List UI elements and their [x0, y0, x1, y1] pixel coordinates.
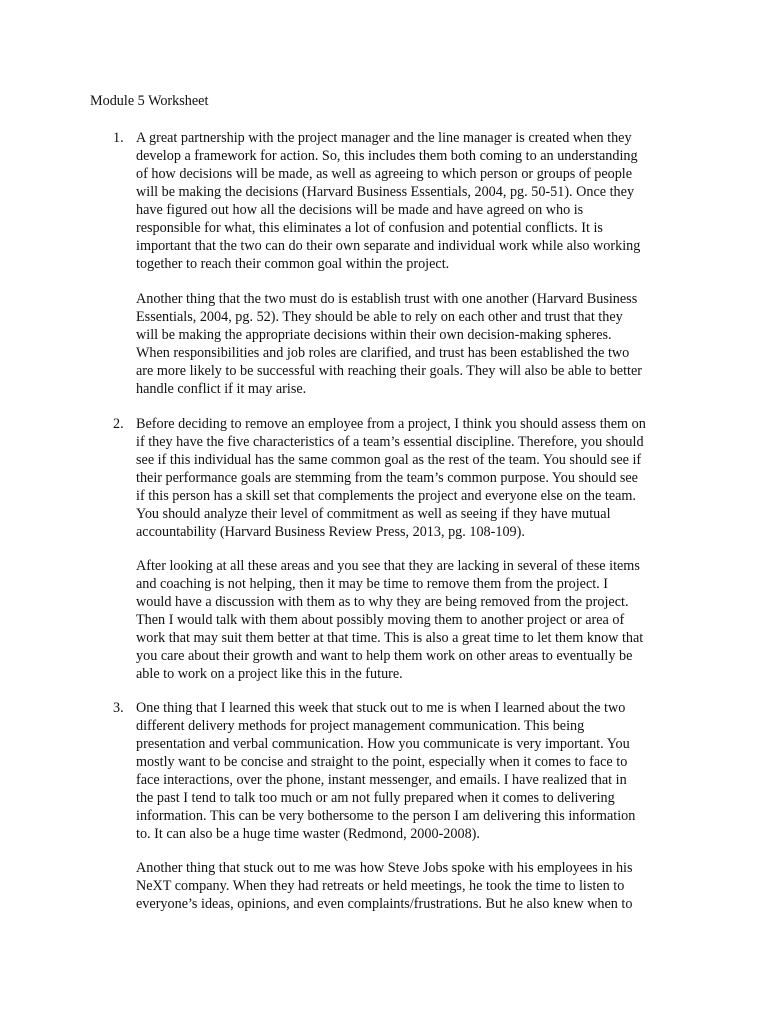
- item-number: 2.: [113, 416, 124, 432]
- text-line: will be making the decisions (Harvard Business Essentials, 2004, pg. 50-51). Once they: [136, 184, 635, 200]
- text-line: Then I would talk with them about possibly moving them to another project or area of: [136, 612, 625, 628]
- text-line: see if this individual has the same common goal as the rest of the team. You should see if: [136, 452, 642, 468]
- text-line: Another thing that stuck out to me was how Steve Jobs spoke with his employees in his: [136, 860, 633, 876]
- text-line: together to reach their common goal within the project.: [136, 256, 450, 272]
- text-line: face interactions, over the phone, instant messenger, and emails. I have realized that in: [136, 772, 627, 788]
- text-line: important that the two can do their own separate and individual work while also working: [136, 238, 641, 254]
- text-line: presentation and verbal communication. How you communicate is very important. You: [136, 736, 630, 752]
- paragraph: [136, 290, 706, 398]
- paragraph: [136, 129, 706, 273]
- text-line: if this person has a skill set that complements the project and everyone else on the team.: [136, 488, 636, 504]
- item-number: 3.: [113, 700, 124, 716]
- text-line: are more likely to be successful with reaching their goals. They will also be able to better: [136, 363, 642, 379]
- text-line: would have a discussion with them as to why they are being removed from the project.: [136, 594, 629, 610]
- paragraph: [136, 859, 706, 913]
- text-line: to. It can also be a huge time waster (Redmond, 2000-2008).: [136, 826, 480, 842]
- text-line: and coaching is not helping, then it may be time to remove them from the project. I: [136, 576, 608, 592]
- item-number: 1.: [113, 130, 124, 146]
- text-line: A great partnership with the project manager and the line manager is created when they: [136, 130, 632, 146]
- text-line: work that may suit them better at that time. This is also a great time to let them know that: [136, 630, 644, 646]
- text-line: if they have the five characteristics of a team’s essential discipline. Therefore, you should: [136, 434, 644, 450]
- text-line: After looking at all these areas and you see that they are lacking in several of these items: [136, 558, 640, 574]
- text-line: mostly want to be concise and straight to the point, especially when it comes to face to: [136, 754, 628, 770]
- paragraph: [136, 415, 706, 541]
- text-line: Another thing that the two must do is establish trust with one another (Harvard Business: [136, 291, 638, 307]
- text-line: of how decisions will be made, as well as agreeing to which person or groups of people: [136, 166, 633, 182]
- document-title: Module 5 Worksheet: [90, 93, 209, 109]
- text-line: develop a framework for action. So, this includes them both coming to an understanding: [136, 148, 638, 164]
- text-line: will be making the appropriate decisions within their own decision-making spheres.: [136, 327, 612, 343]
- text-line: You should analyze their level of commitment as well as seeing if they have mutual: [136, 506, 611, 522]
- text-line: When responsibilities and job roles are clarified, and trust has been established the two: [136, 345, 630, 361]
- text-line: you care about their growth and want to help them work on other areas to eventually be: [136, 648, 633, 664]
- text-line: Before deciding to remove an employee from a project, I think you should assess them on: [136, 416, 646, 432]
- text-line: Essentials, 2004, pg. 52). They should be able to rely on each other and trust that they: [136, 309, 623, 325]
- text-line: responsible for what, this eliminates a lot of confusion and potential conflicts. It is: [136, 220, 603, 236]
- paragraph: [136, 699, 706, 843]
- text-line: One thing that I learned this week that stuck out to me is when I learned about the two: [136, 700, 626, 716]
- text-line: information. This can be very bothersome to the person I am delivering this information: [136, 808, 636, 824]
- text-line: able to work on a project like this in the future.: [136, 666, 403, 682]
- text-line: the past I tend to talk too much or am not fully prepared when it comes to delivering: [136, 790, 615, 806]
- text-line: NeXT company. When they had retreats or held meetings, he took the time to listen to: [136, 878, 625, 894]
- text-line: have figured out how all the decisions will be made and have agreed on who is: [136, 202, 584, 218]
- text-line: handle conflict if it may arise.: [136, 381, 307, 397]
- text-line: different delivery methods for project management communication. This being: [136, 718, 585, 734]
- text-line: their performance goals are stemming from the team’s common purpose. You should see: [136, 470, 638, 486]
- text-line: accountability (Harvard Business Review Press, 2013, pg. 108-109).: [136, 524, 525, 540]
- text-line: everyone’s ideas, opinions, and even complaints/frustrations. But he also knew when to: [136, 896, 633, 912]
- paragraph: [136, 557, 706, 683]
